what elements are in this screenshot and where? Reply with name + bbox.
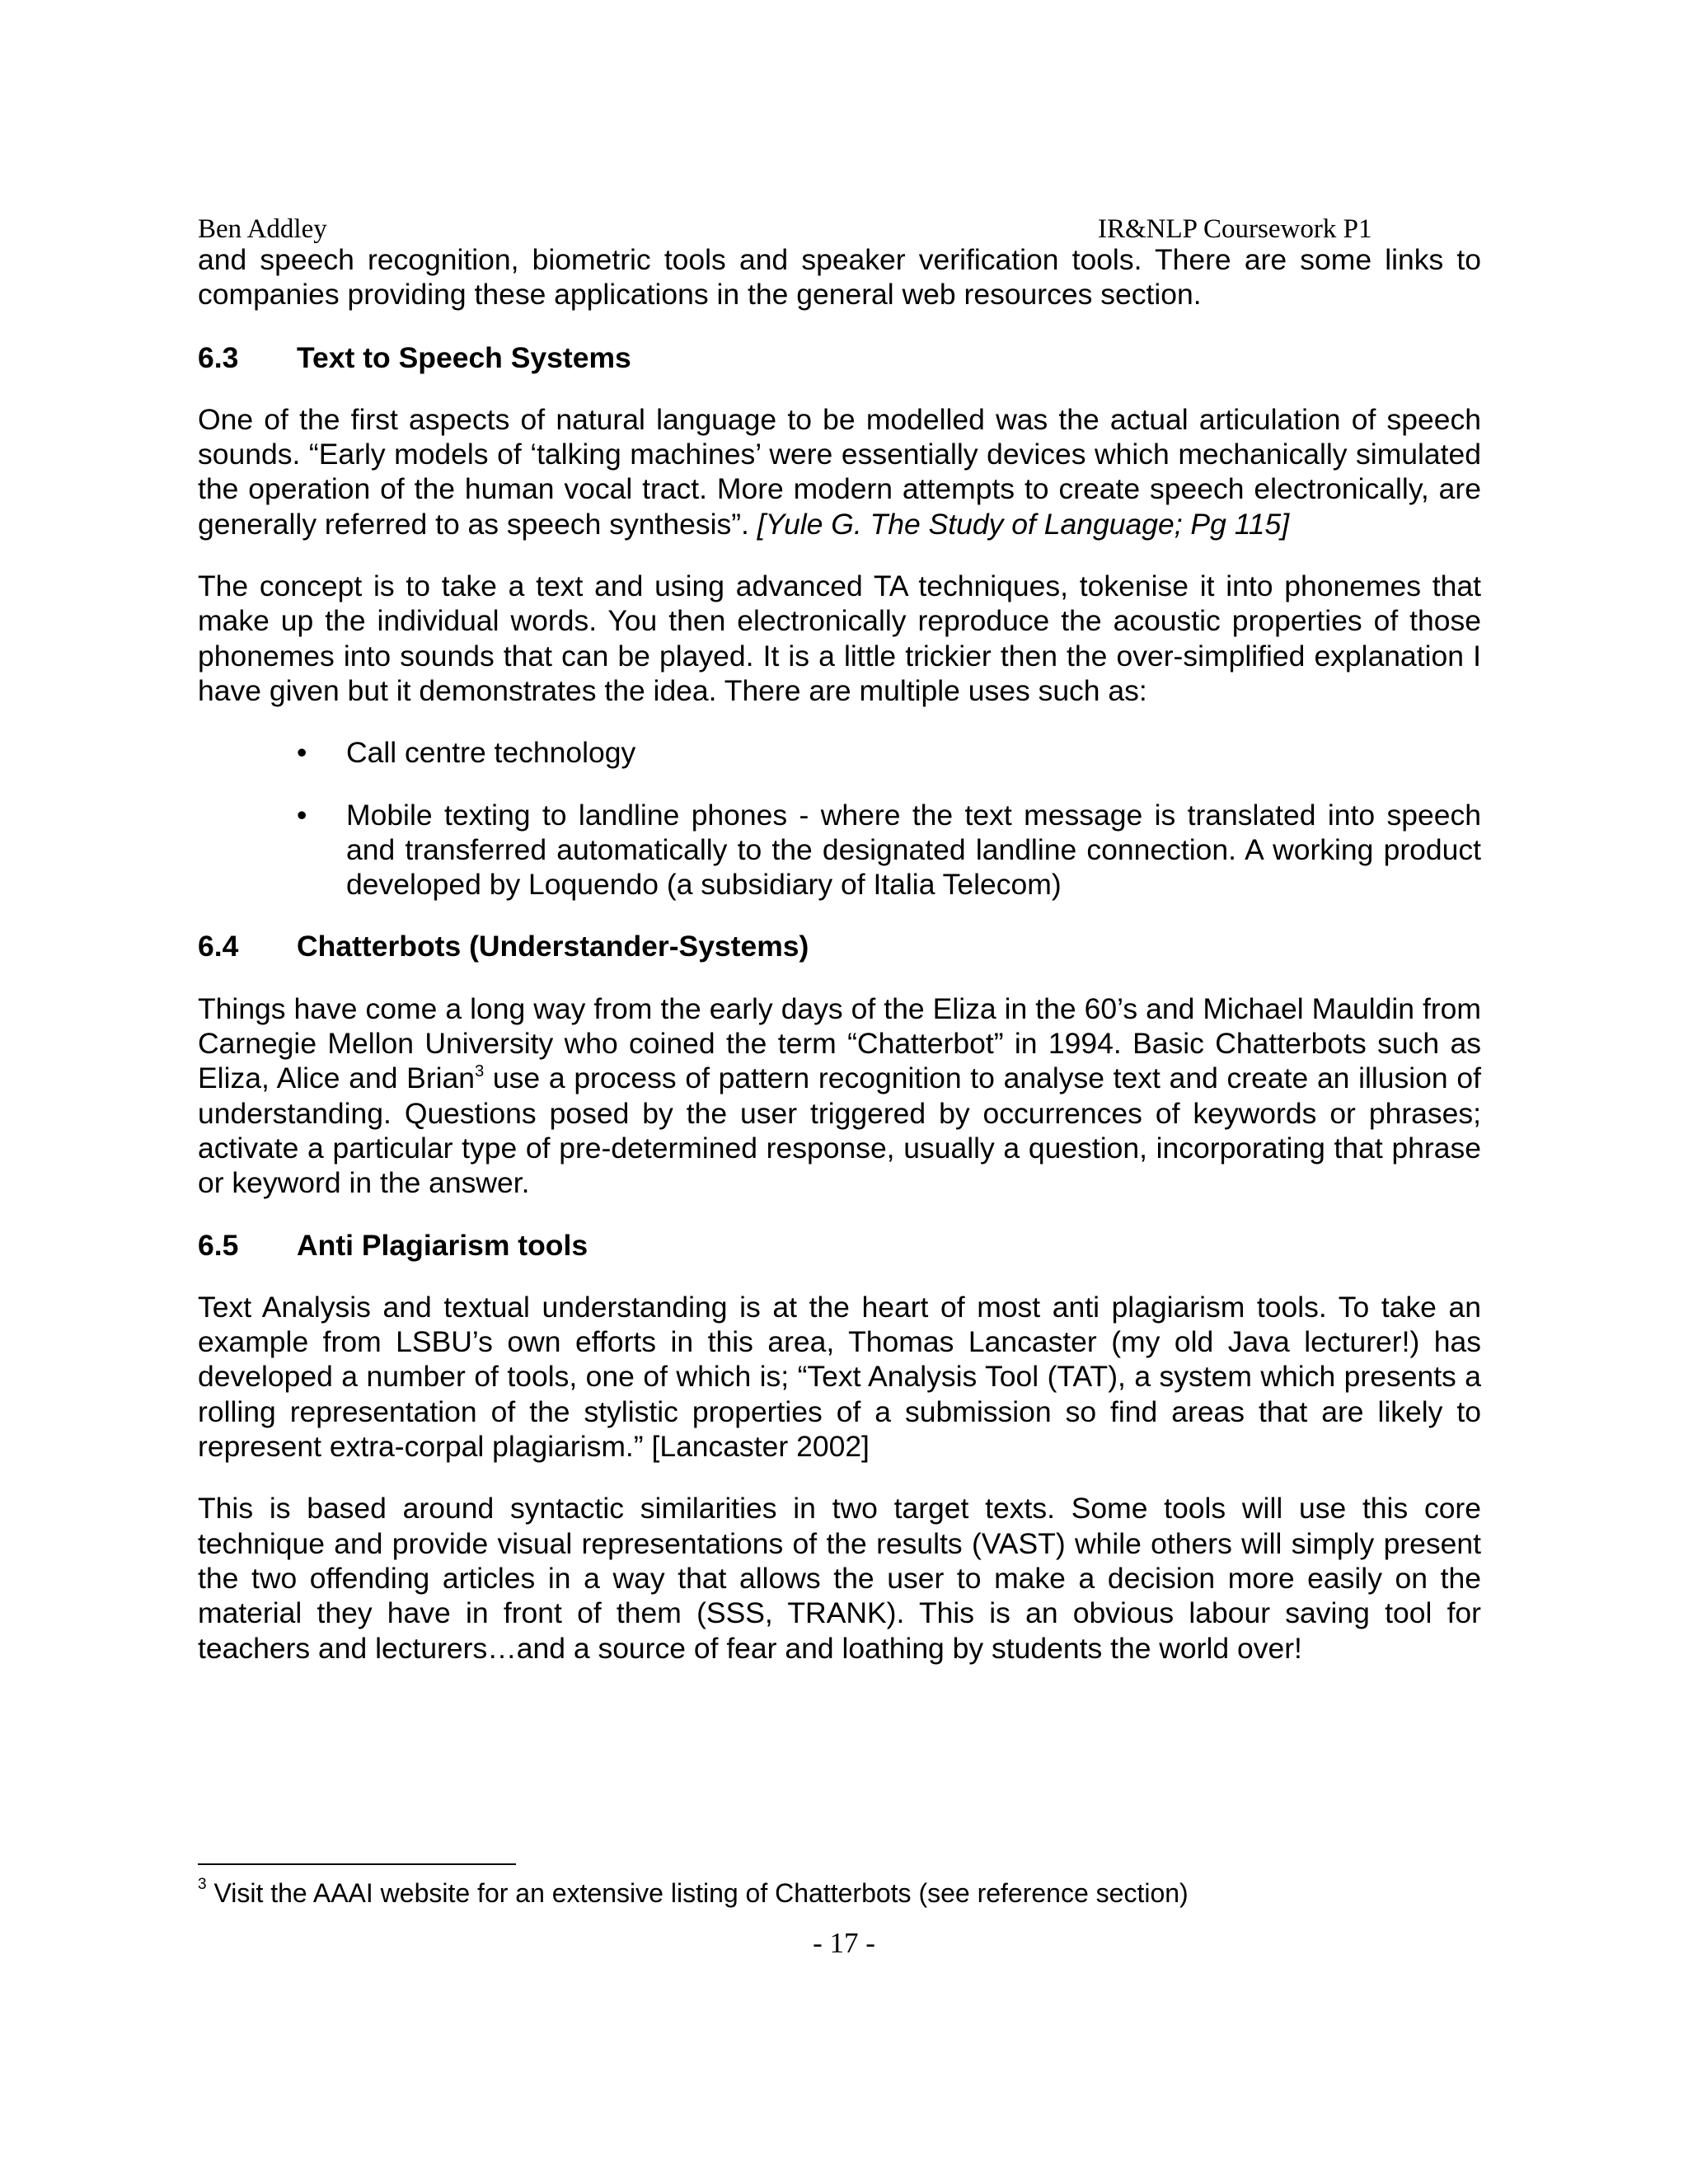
footnote-separator	[198, 1863, 516, 1865]
footnote-text: Visit the AAAI website for an extensive listing of Chatterbots (see reference section)	[206, 1878, 1189, 1908]
section-6-5-heading	[198, 1228, 1481, 1263]
section-6-5-title: Anti Plagiarism tools	[297, 1228, 588, 1262]
section-6-4-text-after: use a process of pattern recognition to analyse text and create an illusion of understanding. Questions posed by the user triggered by occurrences of keywords or phrases; activate a particular type of pre-determined response, usually a question, incorporating that phrase or keyword in the answer.	[198, 1062, 1481, 1200]
section-6-4-title: Chatterbots (Understander-Systems)	[297, 930, 809, 963]
section-6-4-text-before: Things have come a long way from the early days of the Eliza in the 60’s and Michael Mauldin from Carnegie Mellon University who coined the term “Chatterbot” in 1994. Basic Chatterbots such as Eliza, Alice and Brian	[198, 991, 1481, 1095]
bullet-icon: •	[297, 798, 307, 832]
section-6-3-paragraph-1	[198, 402, 1481, 541]
header-course: IR&NLP Coursework P1	[1098, 214, 1372, 244]
section-6-4-paragraph	[198, 991, 1481, 1201]
section-6-3-paragraph-1-text: One of the first aspects of natural language to be modelled was the actual articulation of speech sounds. “Early models of ‘talking machines’ were essentially devices which mechanically simulated the operation of the human vocal tract. More modern attempts to create speech electronically, are generally referred to as speech synthesis”.	[198, 402, 1481, 541]
bullet-icon: •	[297, 736, 307, 770]
section-6-3-number: 6.3	[198, 340, 239, 374]
uses-bullet-list	[198, 735, 1481, 902]
section-6-5-paragraph-1: Text Analysis and textual understanding is at the heart of most anti plagiarism tools. To take an example from LSBU’s own efforts in this area, Thomas Lancaster (my old Java lecturer!) has developed a number of tools, one of which is; “Text Analysis Tool (TAT), a system which presents a rolling representation of the stylistic properties of a submission so find areas that are likely to represent extra-corpal plagiarism.” [Lancaster 2002]	[198, 1290, 1481, 1464]
intro-paragraph: and speech recognition, biometric tools and speaker verification tools. There are some links to companies providing these applications in the general web resources section.	[198, 243, 1481, 312]
footnote	[198, 1877, 1481, 1910]
list-item-text: Call centre technology	[346, 736, 636, 770]
yule-citation: [Yule G. The Study of Language; Pg 115]	[757, 507, 1290, 541]
section-6-5-number: 6.5	[198, 1228, 239, 1262]
section-6-4-number: 6.4	[198, 930, 239, 963]
section-6-4-heading	[198, 929, 1481, 963]
header-author: Ben Addley	[198, 214, 327, 244]
section-6-3-heading	[198, 340, 1481, 375]
section-6-3-title: Text to Speech Systems	[297, 340, 631, 374]
footnote-reference[interactable]: 3	[475, 1062, 485, 1080]
list-item-text: Mobile texting to landline phones - where the text message is translated into speech and transferred automatically to the designated landline connection. A working product developed by Loquendo (a subsidiary of Italia Telecom)	[346, 798, 1481, 902]
section-6-5-paragraph-2: This is based around syntactic similarities in two target texts. Some tools will use this core technique and provide visual representations of the results (VAST) while others will simply present the two offending articles in a way that allows the user to make a decision more easily on the material they have in front of them (SSS, TRANK). This is an obvious labour saving tool for teachers and lecturers…and a source of fear and loathing by students the world over!	[198, 1492, 1481, 1665]
footnote-number: 3	[198, 1876, 207, 1894]
page-number: - 17 -	[813, 1927, 875, 1959]
list-item	[297, 798, 1481, 902]
section-6-3-paragraph-2: The concept is to take a text and using advanced TA techniques, tokenise it into phonemes that make up the individual words. You then electronically reproduce the acoustic properties of those phonemes into sounds that can be played. It is a little trickier then the over-simplified explanation I have given but it demonstrates the idea. There are multiple uses such as:	[198, 569, 1481, 707]
page-content	[198, 242, 1481, 1693]
list-item	[297, 735, 1481, 770]
